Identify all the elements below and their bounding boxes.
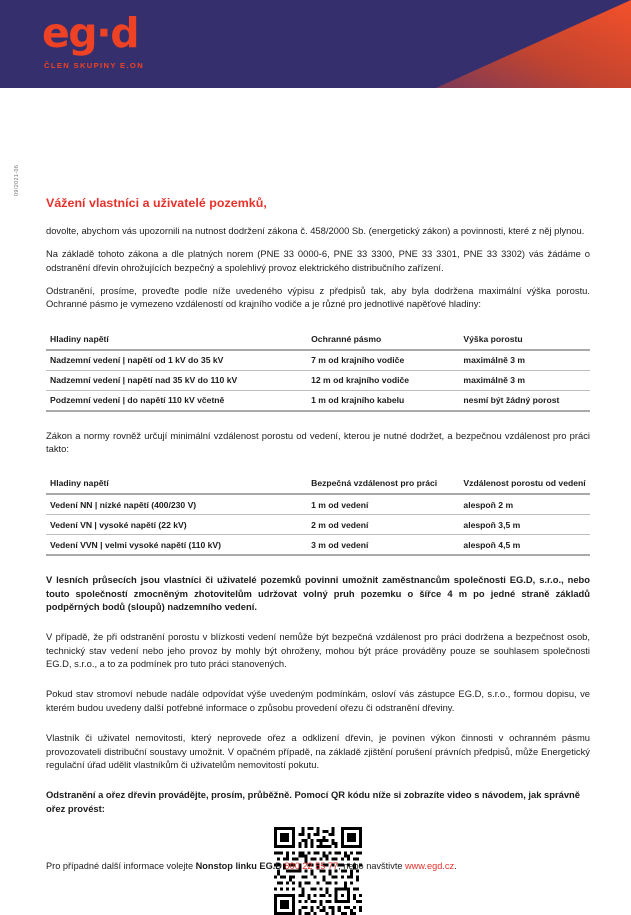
table1-r1c1: 12 m od krajního vodiče xyxy=(307,370,459,390)
intro-paragraph-2: Na základě tohoto zákona a dle platných norem (PNE 33 0000-6, PNE 33 3300, PNE 33 3301, PNE 33 3302) vás žádáme o odstranění dřevin ohrožujících bezpečný a spolehlivý provoz elektrického distribučního zařízení. xyxy=(46,248,590,273)
protective-zone-table xyxy=(46,332,590,412)
footer-text-end: . xyxy=(454,861,457,871)
spacer xyxy=(46,781,590,788)
table-row xyxy=(46,535,590,556)
intro-paragraph-3: Odstranění, prosíme, proveďte podle níže uvedeného výpisu z předpisů tak, aby byla dodržena maximální výška porostu. Ochranné pásmo je vymezeno vzdáleností od krajního vodiče a je různé pro jednotlivé napěťové hladiny: xyxy=(46,285,590,310)
safe-distance-table xyxy=(46,476,590,556)
footer-text-before: Pro případné další informace volejte xyxy=(46,861,196,871)
table-row xyxy=(46,350,590,371)
footer-hotline-label: Nonstop linku EG.D xyxy=(195,861,282,871)
spacer xyxy=(46,416,590,429)
spacer xyxy=(46,623,590,630)
table2-r1c2: alespoň 3,5 m xyxy=(459,515,590,535)
safe-distance-table-body xyxy=(46,494,590,555)
table-row xyxy=(46,494,590,515)
table2-header-0: Hladiny napětí xyxy=(46,476,307,494)
table-row xyxy=(46,390,590,411)
logo-wordmark: eg·d xyxy=(42,9,139,57)
table1-r0c0: Nadzemní vedení | napětí od 1 kV do 35 kV xyxy=(46,350,307,371)
forest-corridor-paragraph: V lesních průsecích jsou vlastníci či uživatelé pozemků povinni umožnit zaměstnancům společnosti EG.D, s.r.o., nebo touto společností zmocněným zhotovitelům udržovat volný pruh pozemku o šířce 4 m po jedné straně základů podpěrných bodů (sloupů) nadzemního vedení. xyxy=(46,574,590,613)
table1-header-2: Výška porostu xyxy=(459,332,590,350)
table1-header-0: Hladiny napětí xyxy=(46,332,307,350)
table-header-row xyxy=(46,332,590,350)
table1-r2c2: nesmí být žádný porost xyxy=(459,390,590,411)
protective-zone-table-head xyxy=(46,332,590,350)
page-header xyxy=(0,0,631,88)
spacer xyxy=(46,724,590,731)
footer-website-link[interactable]: www.egd.cz xyxy=(405,861,455,871)
table2-header-1: Bezpečná vzdálenost pro práci xyxy=(307,476,459,494)
spacer xyxy=(46,321,590,328)
table2-r2c1: 3 m od vedení xyxy=(307,535,459,556)
footer-text-middle: , nebo navštivte xyxy=(338,861,406,871)
mid-paragraph: Zákon a normy rovněž určují minimální vzdálenost porostu od vedení, kterou je nutné dodržet, a bezpečnou vzdálenost pro práci takto: xyxy=(46,429,590,455)
spacer xyxy=(46,560,590,573)
footer-phone-number[interactable]: 800 22 55 77 xyxy=(284,861,339,871)
footer-contact-line xyxy=(46,860,590,873)
document-side-code: 09/2021-06 xyxy=(14,164,20,196)
document-content xyxy=(46,196,590,915)
table1-r1c0: Nadzemní vedení | napětí nad 35 kV do 110 kV xyxy=(46,370,307,390)
table2-r0c0: Vedení NN | nízké napětí (400/230 V) xyxy=(46,494,307,515)
table2-r0c1: 1 m od vedení xyxy=(307,494,459,515)
table1-r2c0: Podzemní vedení | do napětí 110 kV včetně xyxy=(46,390,307,411)
table2-r1c0: Vedení VN | vysoké napětí (22 kV) xyxy=(46,515,307,535)
table1-header-1: Ochranné pásmo xyxy=(307,332,459,350)
table2-r0c2: alespoň 2 m xyxy=(459,494,590,515)
table1-r1c2: maximálně 3 m xyxy=(459,370,590,390)
protective-zone-table-body xyxy=(46,350,590,411)
spacer xyxy=(46,465,590,472)
safe-distance-table-head xyxy=(46,476,590,494)
table1-r0c1: 7 m od krajního vodiče xyxy=(307,350,459,371)
intro-paragraph-1: dovolte, abychom vás upozornili na nutnost dodržení zákona č. 458/2000 Sb. (energetický zákon) a povinnosti, které z něj plynou. xyxy=(46,225,585,236)
table2-r2c0: Vedení VVN | velmi vysoké napětí (110 kV) xyxy=(46,535,307,556)
body-paragraph-3: Vlastník či uživatel nemovitosti, který neprovede ořez a odklizení dřevin, je povinen výkon činnosti v ochranném pásmu provozovateli distribuční soustavy umožnit. V opačném případě, na základě zjištění porušení právních předpisů, může Energetický regulační úřad udělit vlastníkům či uživatelům nemovitostí pokutu. xyxy=(46,732,590,770)
table2-header-2: Vzdálenost porostu od vedení xyxy=(459,476,590,494)
header-diagonal-shape xyxy=(381,0,631,88)
egd-logo xyxy=(42,9,145,70)
spacer xyxy=(46,680,590,687)
table1-r0c2: maximálně 3 m xyxy=(459,350,590,371)
table-header-row xyxy=(46,476,590,494)
page-title: Vážení vlastníci a uživatelé pozemků, xyxy=(46,196,267,210)
table2-r1c1: 2 m od vedení xyxy=(307,515,459,535)
logo-subtitle: ČLEN SKUPINY E.ON xyxy=(44,61,145,70)
body-paragraph-1: V případě, že při odstranění porostu v blízkosti vedení nemůže být bezpečná vzdálenost pro práci dodržena a bezpečnost osob, technický stav vedení nebo jeho provoz by mohly být ohroženy, mohou být práce prováděny pouze se souhlasem společnosti EG.D, s.r.o., a to za podmínek pro tuto práci stanovených. xyxy=(46,631,590,670)
table-row xyxy=(46,515,590,535)
table-row xyxy=(46,370,590,390)
table1-r2c1: 1 m od krajního kabelu xyxy=(307,390,459,411)
body-paragraph-2: Pokud stav stromoví nebude nadále odpovídat výše uvedeným podmínkám, osloví vás zástupce EG.D, s.r.o., formou dopisu, ve kterém budou uvedeny další potřebné informace o způsobu provedení ořezu či odstranění dřeviny. xyxy=(46,688,590,713)
table2-r2c2: alespoň 4,5 m xyxy=(459,535,590,556)
qr-instruction-paragraph: Odstranění a ořez dřevin provádějte, prosím, průběžně. Pomocí QR kódu níže si zobrazíte video s návodem, jak správně ořez provést: xyxy=(46,789,580,814)
